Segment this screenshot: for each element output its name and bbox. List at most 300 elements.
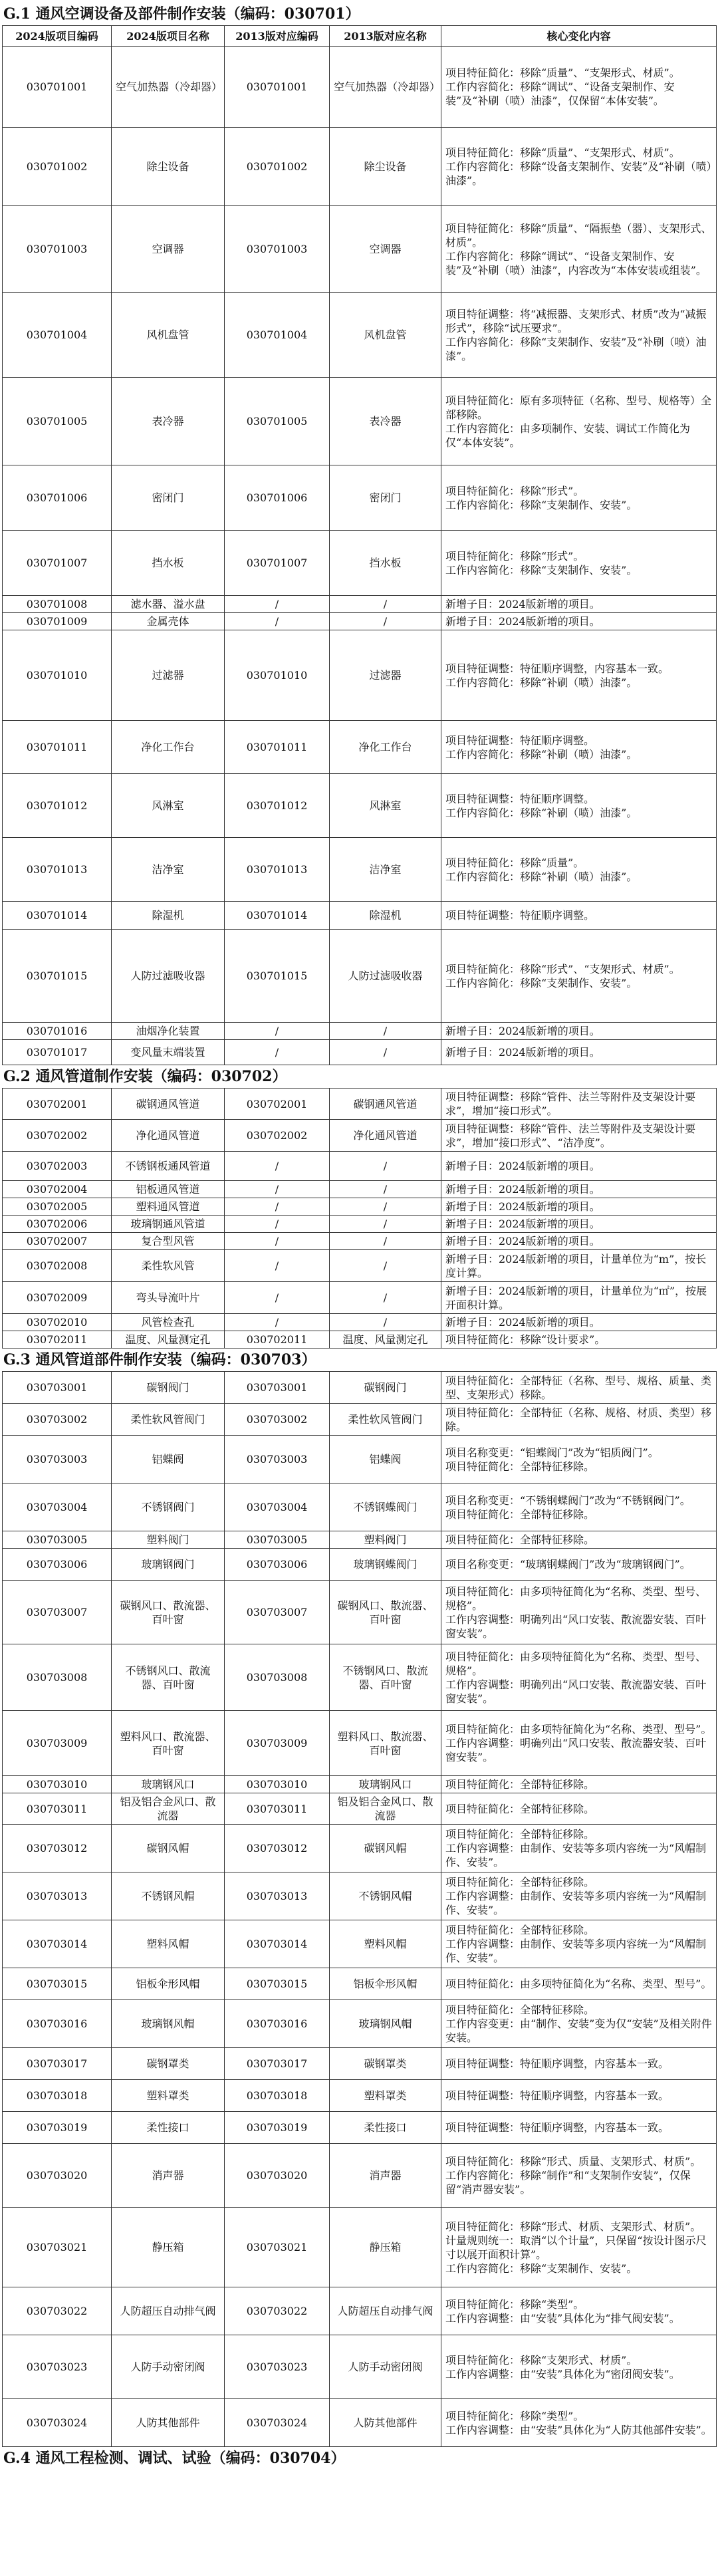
code-2013-cell: / [225, 1040, 330, 1065]
code-2013-cell: 030701005 [225, 378, 330, 465]
name-cell: 净化通风管道 [112, 1120, 225, 1152]
table-row [3, 2048, 717, 2080]
table-row [3, 1644, 717, 1711]
name-cell: 碳钢风口、散流器、百叶窗 [112, 1581, 225, 1644]
change-cell [441, 2000, 717, 2048]
change-cell [441, 1181, 717, 1198]
code-cell: 030702007 [3, 1233, 112, 1250]
name-2013-cell: 温度、风量测定孔 [330, 1331, 441, 1349]
change-line: 新增子目：2024版新增的项目。 [445, 1218, 600, 1230]
table-row [3, 206, 717, 293]
table-row [3, 1331, 717, 1349]
change-cell [441, 1920, 717, 1968]
table-row [3, 465, 717, 531]
name-cell: 铝板伞形风帽 [112, 1968, 225, 2000]
code-cell: 030703022 [3, 2287, 112, 2335]
change-line: 项目名称变更：“不锈钢蝶阀门”改为“不锈钢阀门”。 [445, 1493, 691, 1507]
change-cell [441, 630, 717, 721]
change-line: 项目特征简化：移除“类型”。 [445, 2409, 584, 2422]
code-cell: 030701007 [3, 531, 112, 596]
change-cell [441, 1233, 717, 1250]
change-cell [441, 531, 717, 596]
code-2013-cell: 030701015 [225, 930, 330, 1023]
code-2013-cell: 030703021 [225, 2208, 330, 2287]
name-2013-cell: 除尘设备 [330, 128, 441, 206]
code-cell: 030702002 [3, 1120, 112, 1152]
change-cell [441, 1531, 717, 1549]
change-line: 项目特征简化：移除“设计要求”。 [445, 1333, 606, 1346]
name-2013-cell: 碳钢通风管道 [330, 1089, 441, 1120]
name-2013-cell: / [330, 1023, 441, 1040]
change-line: 项目特征简化：由多项特征简化为“名称、类型、型号、规格”。 [445, 1585, 707, 1612]
name-cell: 柔性接口 [112, 2112, 225, 2144]
change-line: 项目特征简化：由多项特征简化为“名称、类型、型号”。 [445, 1978, 712, 1990]
change-line: 项目特征简化：移除“形式”。 [445, 549, 584, 563]
name-cell: 柔性软风管 [112, 1250, 225, 1282]
change-line: 工作内容简化：移除“设备支架制作、安装”及“补刷（喷）油漆”。 [445, 160, 712, 187]
change-line: 项目特征简化：移除“形式”。 [445, 484, 584, 497]
table-row [3, 1968, 717, 2000]
code-cell: 030703017 [3, 2048, 112, 2080]
name-cell: 塑料通风管道 [112, 1198, 225, 1216]
table-row [3, 902, 717, 930]
code-cell: 030703016 [3, 2000, 112, 2048]
change-cell [441, 930, 717, 1023]
table-row [3, 1314, 717, 1331]
code-cell: 030703011 [3, 1793, 112, 1825]
change-cell [441, 1120, 717, 1152]
change-line: 项目特征简化：原有多项特征（名称、型号、规格等）全部移除。 [445, 394, 712, 421]
name-cell: 表冷器 [112, 378, 225, 465]
change-line: 项目特征简化：全部特征移除。 [445, 1507, 595, 1521]
code-cell: 030701009 [3, 613, 112, 630]
change-cell [441, 1152, 717, 1181]
code-cell: 030702008 [3, 1250, 112, 1282]
code-cell: 030701017 [3, 1040, 112, 1065]
name-2013-cell: / [330, 613, 441, 630]
name-2013-cell: 不锈钢风口、散流器、百叶窗 [330, 1644, 441, 1711]
change-line: 新增子目：2024版新增的项目。 [445, 1316, 600, 1329]
name-2013-cell: 铝板伞形风帽 [330, 1968, 441, 2000]
code-cell: 030703002 [3, 1404, 112, 1436]
code-cell: 030703004 [3, 1483, 112, 1531]
change-cell [441, 902, 717, 930]
code-cell: 030702003 [3, 1152, 112, 1181]
name-cell: 塑料风口、散流器、百叶窗 [112, 1711, 225, 1776]
column-header: 2024版项目名称 [112, 26, 225, 47]
change-table [2, 1371, 717, 2447]
change-cell [441, 2080, 717, 2112]
change-line: 项目特征调整：特征顺序调整。 [445, 792, 595, 805]
code-cell: 030702011 [3, 1331, 112, 1349]
name-2013-cell: 碳钢风口、散流器、百叶窗 [330, 1581, 441, 1644]
table-row [3, 1216, 717, 1233]
code-2013-cell: 030703005 [225, 1531, 330, 1549]
name-2013-cell: 塑料罩类 [330, 2080, 441, 2112]
change-line: 新增子目：2024版新增的项目。 [445, 1025, 600, 1037]
name-cell: 不锈钢风口、散流器、百叶窗 [112, 1644, 225, 1711]
table-row [3, 1581, 717, 1644]
change-line: 计量规则统一：取消“以个计量”，只保留“按设计图示尺寸以展开面积计算”。 [445, 2234, 707, 2261]
code-cell: 030701001 [3, 47, 112, 128]
name-2013-cell: 塑料风口、散流器、百叶窗 [330, 1711, 441, 1776]
change-line: 新增子目：2024版新增的项目。 [445, 1183, 600, 1196]
name-cell: 碳钢风帽 [112, 1825, 225, 1872]
name-cell: 玻璃钢通风管道 [112, 1216, 225, 1233]
table-row [3, 2112, 717, 2144]
code-2013-cell: 030701007 [225, 531, 330, 596]
change-cell [441, 47, 717, 128]
name-2013-cell: / [330, 1181, 441, 1198]
change-line: 新增子目：2024版新增的项目。 [445, 1046, 600, 1059]
table-row [3, 1372, 717, 1404]
change-cell [441, 1282, 717, 1314]
table-row [3, 596, 717, 613]
name-2013-cell: 静压箱 [330, 2208, 441, 2287]
name-2013-cell: 净化工作台 [330, 721, 441, 774]
table-header-row [3, 26, 717, 47]
change-line: 项目名称变更：“铝蝶阀门”改为“铝质阀门”。 [445, 1446, 659, 1459]
change-cell [441, 1872, 717, 1920]
change-line: 工作内容简化：移除“制作”和“支架制作安装”，仅保留“消声器安装”。 [445, 2169, 691, 2196]
change-line: 工作内容简化：移除“补刷（喷）油漆”。 [445, 676, 638, 689]
name-cell: 挡水板 [112, 531, 225, 596]
code-2013-cell: 030703004 [225, 1483, 330, 1531]
change-line: 工作内容调整：由制作、安装等多项内容统一为“风帽制作、安装”。 [445, 1842, 707, 1868]
code-cell: 030701015 [3, 930, 112, 1023]
code-cell: 030703014 [3, 1920, 112, 1968]
table-row [3, 2399, 717, 2447]
table-row [3, 1233, 717, 1250]
table-row [3, 1152, 717, 1181]
name-2013-cell: / [330, 1314, 441, 1331]
code-cell: 030702005 [3, 1198, 112, 1216]
name-cell: 空调器 [112, 206, 225, 293]
name-cell: 洁净室 [112, 838, 225, 902]
change-line: 新增子目：2024版新增的项目，计量单位为“㎡”，按展开面积计算。 [445, 1284, 707, 1311]
code-2013-cell: 030701013 [225, 838, 330, 902]
change-cell [441, 721, 717, 774]
name-cell: 空气加热器（冷却器） [112, 47, 225, 128]
change-line: 工作内容简化：移除“补刷（喷）油漆”。 [445, 870, 638, 883]
change-line: 项目特征调整：特征顺序调整，内容基本一致。 [445, 2121, 669, 2134]
code-2013-cell: 030701010 [225, 630, 330, 721]
name-2013-cell: 塑料风帽 [330, 1920, 441, 1968]
section-title: G.4 通风工程检测、调试、试验（编码：030704） [3, 2450, 346, 2467]
change-line: 项目特征简化：全部特征移除。 [445, 1460, 595, 1473]
name-cell: 滤水器、溢水盘 [112, 596, 225, 613]
code-2013-cell: / [225, 596, 330, 613]
name-cell: 风淋室 [112, 774, 225, 838]
name-cell: 不锈钢阀门 [112, 1483, 225, 1531]
change-cell [441, 1404, 717, 1436]
table-row [3, 930, 717, 1023]
table-row [3, 2208, 717, 2287]
code-cell: 030701010 [3, 630, 112, 721]
change-cell [441, 1198, 717, 1216]
table-row [3, 2000, 717, 2048]
code-cell: 030701014 [3, 902, 112, 930]
name-2013-cell: 空调器 [330, 206, 441, 293]
name-cell: 玻璃钢风帽 [112, 2000, 225, 2048]
change-cell [441, 1793, 717, 1825]
code-2013-cell: 030703016 [225, 2000, 330, 2048]
change-cell [441, 1825, 717, 1872]
code-cell: 030703010 [3, 1776, 112, 1793]
code-cell: 030702006 [3, 1216, 112, 1233]
change-line: 项目特征简化：全部特征移除。 [445, 1778, 595, 1791]
code-cell: 030701005 [3, 378, 112, 465]
name-2013-cell: / [330, 1040, 441, 1065]
change-table [2, 1088, 717, 1349]
table-row [3, 128, 717, 206]
change-cell [441, 1023, 717, 1040]
change-line: 项目特征简化：移除“质量”、“支架形式、材质”。 [445, 66, 680, 79]
table-row [3, 613, 717, 630]
name-cell: 复合型风管 [112, 1233, 225, 1250]
table-row [3, 1023, 717, 1040]
table-row [3, 1436, 717, 1483]
code-2013-cell: 030703018 [225, 2080, 330, 2112]
table-row [3, 1089, 717, 1120]
code-cell: 030701008 [3, 596, 112, 613]
change-line: 新增子目：2024版新增的项目。 [445, 615, 600, 628]
table-row [3, 1793, 717, 1825]
change-cell [441, 1711, 717, 1776]
code-2013-cell: / [225, 1198, 330, 1216]
name-cell: 碳钢通风管道 [112, 1089, 225, 1120]
table-row [3, 1483, 717, 1531]
change-line: 项目特征调整：特征顺序调整，内容基本一致。 [445, 2057, 669, 2070]
name-2013-cell: 碳钢罩类 [330, 2048, 441, 2080]
code-cell: 030701006 [3, 465, 112, 531]
name-cell: 人防手动密闭阀 [112, 2335, 225, 2399]
change-cell [441, 1549, 717, 1581]
name-2013-cell: 玻璃钢风帽 [330, 2000, 441, 2048]
change-line: 项目特征简化：移除“形式、质量、支架形式、材质”。 [445, 2155, 701, 2168]
change-line: 项目特征简化：移除“类型”。 [445, 2297, 584, 2311]
code-2013-cell: / [225, 613, 330, 630]
change-line: 工作内容调整：由制作、安装等多项内容统一为“风帽制作、安装”。 [445, 1890, 707, 1916]
change-line: 项目特征调整：特征顺序调整，内容基本一致。 [445, 2089, 669, 2102]
code-2013-cell: 030701014 [225, 902, 330, 930]
name-cell: 玻璃钢阀门 [112, 1549, 225, 1581]
code-2013-cell: 030703013 [225, 1872, 330, 1920]
change-line: 工作内容简化：移除“支架制作、安装”。 [445, 2261, 638, 2275]
name-cell: 除尘设备 [112, 128, 225, 206]
name-2013-cell: 风淋室 [330, 774, 441, 838]
code-2013-cell: 030703003 [225, 1436, 330, 1483]
name-cell: 碳钢阀门 [112, 1372, 225, 1404]
name-cell: 人防超压自动排气阀 [112, 2287, 225, 2335]
table-row [3, 1825, 717, 1872]
name-2013-cell: 人防超压自动排气阀 [330, 2287, 441, 2335]
change-cell [441, 1331, 717, 1349]
change-cell [441, 774, 717, 838]
table-row [3, 1531, 717, 1549]
table-row [3, 1040, 717, 1065]
table-row [3, 1250, 717, 1282]
code-2013-cell: 030702011 [225, 1331, 330, 1349]
table-row [3, 1404, 717, 1436]
table-row [3, 1120, 717, 1152]
change-line: 工作内容调整：明确列出“风口安装、散流器安装、百叶窗安装”。 [445, 1737, 707, 1763]
change-line: 项目特征简化：移除“形式、材质、支架形式、材质”。 [445, 2220, 701, 2233]
column-header: 2013版对应编码 [225, 26, 330, 47]
code-cell: 030703023 [3, 2335, 112, 2399]
change-cell [441, 128, 717, 206]
change-line: 项目特征调整：移除“管件、法兰等附件及支架设计要求”，增加“接口形式”、“洁净度”。 [445, 1122, 696, 1149]
section-title: G.3 通风管道部件制作安装（编码：030703） [3, 1351, 316, 1368]
code-2013-cell: 030702001 [225, 1089, 330, 1120]
code-cell: 030702009 [3, 1282, 112, 1314]
code-cell: 030701012 [3, 774, 112, 838]
change-line: 新增子目：2024版新增的项目。 [445, 598, 600, 610]
name-2013-cell: / [330, 1216, 441, 1233]
name-2013-cell: 风机盘管 [330, 293, 441, 378]
code-2013-cell: / [225, 1181, 330, 1198]
change-line: 项目特征简化：移除“质量”、“隔振垫（器）、支架形式、材质”。 [445, 221, 712, 249]
name-cell: 净化工作台 [112, 721, 225, 774]
code-cell: 030703009 [3, 1711, 112, 1776]
change-line: 项目特征简化：移除“形式”、“支架形式、材质”。 [445, 962, 680, 975]
table-row [3, 630, 717, 721]
code-2013-cell: 030703002 [225, 1404, 330, 1436]
name-2013-cell: 玻璃钢蝶阀门 [330, 1549, 441, 1581]
change-line: 项目特征调整：特征顺序调整。 [445, 909, 595, 922]
change-line: 工作内容调整：由制作、安装等多项内容统一为“风帽制作、安装”。 [445, 1938, 707, 1964]
code-2013-cell: / [225, 1216, 330, 1233]
change-line: 工作内容简化：移除“支架制作、安装”。 [445, 498, 638, 511]
change-line: 项目特征简化：移除“质量”、“支架形式、材质”。 [445, 146, 680, 159]
name-2013-cell: 铝及铝合金风口、散流器 [330, 1793, 441, 1825]
table-row [3, 531, 717, 596]
column-header: 核心变化内容 [441, 26, 717, 47]
change-line: 项目特征简化：全部特征移除。 [445, 1876, 595, 1888]
table-row [3, 1920, 717, 1968]
change-cell [441, 1040, 717, 1065]
code-cell: 030703008 [3, 1644, 112, 1711]
code-cell: 030701004 [3, 293, 112, 378]
change-line: 工作内容调整：明确列出“风口安装、散流器安装、百叶窗安装”。 [445, 1612, 707, 1640]
code-cell: 030702004 [3, 1181, 112, 1198]
change-cell [441, 2399, 717, 2447]
change-line: 工作内容调整：由“安装”具体化为“人防其他部件安装”。 [445, 2423, 712, 2436]
table-row [3, 1776, 717, 1793]
code-2013-cell: 030703019 [225, 2112, 330, 2144]
code-cell: 030703019 [3, 2112, 112, 2144]
code-cell: 030703012 [3, 1825, 112, 1872]
change-line: 项目特征调整：移除“管件、法兰等附件及支架设计要求”，增加“接口形式”。 [445, 1091, 696, 1117]
name-2013-cell: 柔性软风管阀门 [330, 1404, 441, 1436]
name-2013-cell: 碳钢风帽 [330, 1825, 441, 1872]
code-cell: 030703013 [3, 1872, 112, 1920]
name-2013-cell: 铝蝶阀 [330, 1436, 441, 1483]
code-2013-cell: 030703024 [225, 2399, 330, 2447]
change-line: 项目特征调整：特征顺序调整。 [445, 733, 595, 747]
name-2013-cell: 碳钢阀门 [330, 1372, 441, 1404]
table-row [3, 1711, 717, 1776]
change-line: 新增子目：2024版新增的项目，计量单位为“m”，按长度计算。 [445, 1252, 707, 1279]
code-2013-cell: 030701006 [225, 465, 330, 531]
change-line: 项目特征简化：移除“支架形式、材质”。 [445, 2353, 638, 2367]
name-cell: 弯头导流叶片 [112, 1282, 225, 1314]
code-cell: 030703001 [3, 1372, 112, 1404]
code-cell: 030701002 [3, 128, 112, 206]
name-cell: 温度、风量测定孔 [112, 1331, 225, 1349]
name-2013-cell: / [330, 1282, 441, 1314]
code-2013-cell: 030703022 [225, 2287, 330, 2335]
change-line: 工作内容简化：移除“调试”、“设备支架制作、安装”及“补刷（喷）油漆”，仅保留“本体安装”。 [445, 80, 675, 107]
change-cell [441, 1968, 717, 2000]
name-cell: 静压箱 [112, 2208, 225, 2287]
change-line: 项目特征简化：全部特征移除。 [445, 1533, 595, 1546]
change-line: 新增子目：2024版新增的项目。 [445, 1160, 600, 1172]
name-2013-cell: 塑料阀门 [330, 1531, 441, 1549]
name-cell: 铝及铝合金风口、散流器 [112, 1793, 225, 1825]
code-2013-cell: 030701001 [225, 47, 330, 128]
change-cell [441, 1250, 717, 1282]
change-table [2, 25, 717, 1065]
name-cell: 油烟净化装置 [112, 1023, 225, 1040]
code-cell: 030703020 [3, 2144, 112, 2208]
name-2013-cell: 表冷器 [330, 378, 441, 465]
change-line: 项目特征简化：全部特征（名称、规格、材质、类型）移除。 [445, 1406, 712, 1433]
change-cell [441, 206, 717, 293]
name-2013-cell: / [330, 1233, 441, 1250]
name-2013-cell: / [330, 596, 441, 613]
table-row [3, 1549, 717, 1581]
change-cell [441, 613, 717, 630]
code-cell: 030701013 [3, 838, 112, 902]
code-2013-cell: 030702002 [225, 1120, 330, 1152]
change-line: 项目特征简化：由多项特征简化为“名称、类型、型号”。 [445, 1723, 712, 1736]
change-cell [441, 2287, 717, 2335]
change-line: 工作内容简化：由多项制作、安装、调试工作简化为仅“本体安装”。 [445, 422, 691, 449]
code-2013-cell: / [225, 1250, 330, 1282]
change-cell [441, 465, 717, 531]
table-row [3, 1872, 717, 1920]
change-line: 工作内容变更：由“制作、安装”变为仅“安装”及相关附件安装。 [445, 2017, 712, 2044]
code-2013-cell: 030703010 [225, 1776, 330, 1793]
name-2013-cell: 柔性接口 [330, 2112, 441, 2144]
change-cell [441, 1436, 717, 1483]
code-2013-cell: 030703023 [225, 2335, 330, 2399]
name-2013-cell: 人防过滤吸收器 [330, 930, 441, 1023]
table-row [3, 2144, 717, 2208]
name-cell: 过滤器 [112, 630, 225, 721]
change-line: 项目特征调整：将“减振器、支架形式、材质”改为“减振形式”，移除“试压要求”。 [445, 307, 707, 334]
name-cell: 柔性软风管阀门 [112, 1404, 225, 1436]
name-2013-cell: / [330, 1198, 441, 1216]
change-line: 工作内容调整：由“安装”具体化为“排气阀安装”。 [445, 2311, 680, 2325]
name-cell: 人防其他部件 [112, 2399, 225, 2447]
change-line: 工作内容简化：移除“支架制作、安装”及“补刷（喷）油漆”。 [445, 335, 707, 362]
code-cell: 030701003 [3, 206, 112, 293]
name-cell: 塑料阀门 [112, 1531, 225, 1549]
name-2013-cell: 空气加热器（冷却器） [330, 47, 441, 128]
change-cell [441, 838, 717, 902]
change-cell [441, 2112, 717, 2144]
table-row [3, 2080, 717, 2112]
change-line: 工作内容简化：移除“补刷（喷）油漆”。 [445, 747, 638, 761]
code-cell: 030701016 [3, 1023, 112, 1040]
name-cell: 铝蝶阀 [112, 1436, 225, 1483]
code-cell: 030703024 [3, 2399, 112, 2447]
code-cell: 030703003 [3, 1436, 112, 1483]
name-cell: 风机盘管 [112, 293, 225, 378]
code-cell: 030703007 [3, 1581, 112, 1644]
